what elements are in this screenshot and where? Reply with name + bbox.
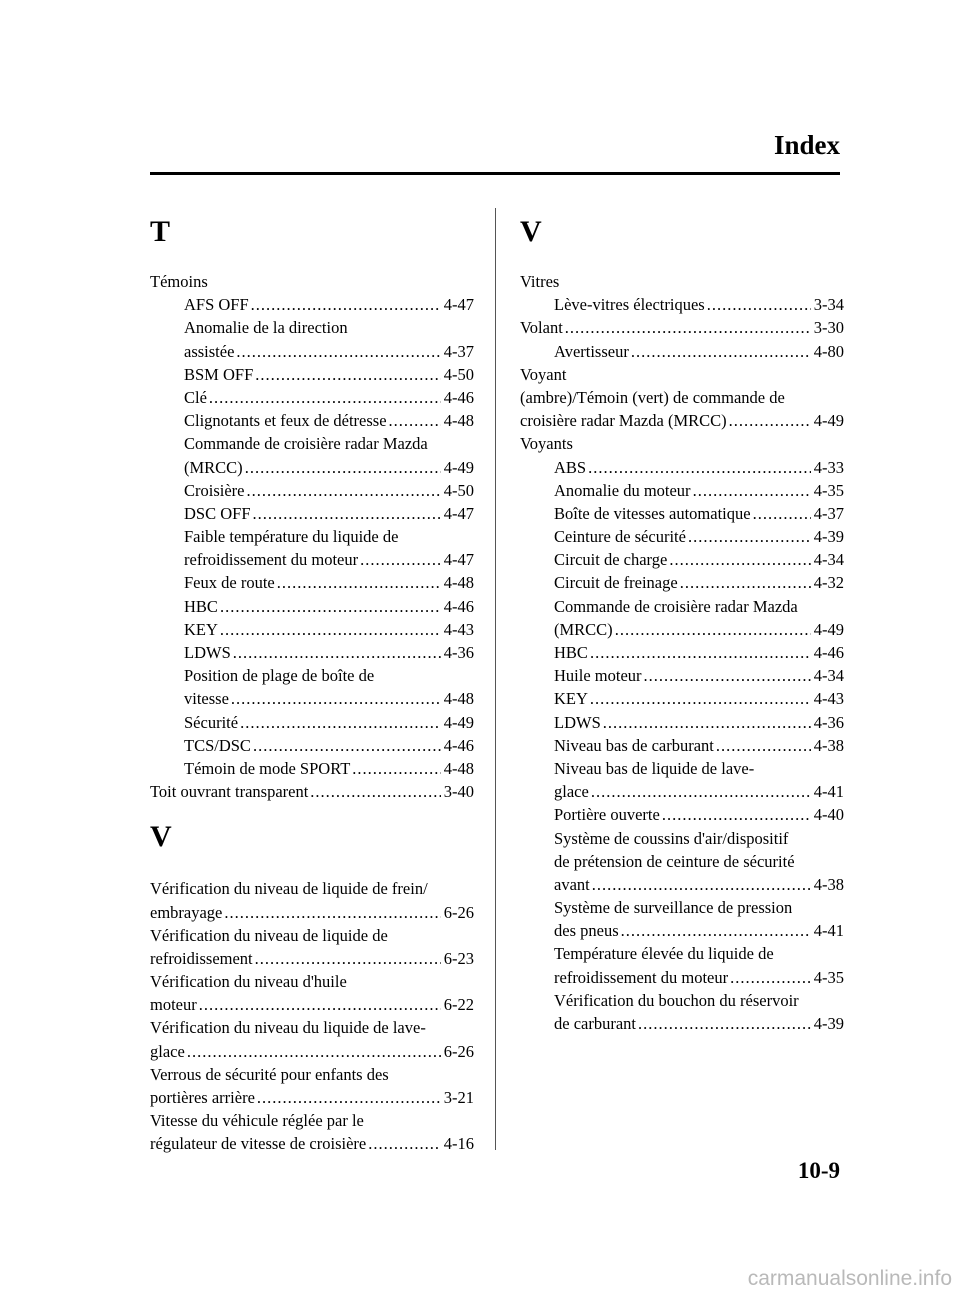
index-line: (ambre)/Témoin (vert) de commande de xyxy=(520,387,785,407)
index-entry: refroidissement du moteur ..... 4-47 xyxy=(150,548,474,571)
index-entry: (MRCC) ..... 4-49 xyxy=(150,456,474,479)
index-entry: assistée ..... 4-37 xyxy=(150,340,474,363)
index-entry: Volant ..... 3-30 xyxy=(520,316,844,339)
index-entry: moteur ..... 6-22 xyxy=(150,993,474,1016)
index-entry: Huile moteur ..... 4-34 xyxy=(520,664,844,687)
header-rule xyxy=(150,172,840,175)
page-header-title: Index xyxy=(773,130,840,160)
index-entry: régulateur de vitesse de croisière ..... 4-16 xyxy=(150,1132,474,1155)
index-entry: DSC OFF ..... 4-47 xyxy=(150,502,474,525)
index-entry: croisière radar Mazda (MRCC) ..... 4-49 xyxy=(520,409,844,432)
index-entry: Avertisseur ..... 4-80 xyxy=(520,340,844,363)
index-entry: Clé ..... 4-46 xyxy=(150,386,474,409)
index-entry: HBC ..... 4-46 xyxy=(150,595,474,618)
index-entry: BSM OFF ..... 4-50 xyxy=(150,363,474,386)
index-column-left xyxy=(150,212,474,1156)
section-letter-v: V xyxy=(520,215,542,248)
index-entry: vitesse ..... 4-48 xyxy=(150,687,474,710)
index-line: Système de coussins d'air/dispositif xyxy=(554,828,789,848)
section-letter-v: V xyxy=(150,820,172,854)
index-line: Commande de croisière radar Mazda xyxy=(554,596,798,616)
index-line: Niveau bas de liquide de lave- xyxy=(554,758,755,778)
index-entry: KEY ..... 4-43 xyxy=(520,687,844,710)
index-entry: Anomalie du moteur ..... 4-35 xyxy=(520,479,844,502)
index-line: Vitesse du véhicule réglée par le xyxy=(150,1111,364,1131)
index-entry: Portière ouverte ..... 4-40 xyxy=(520,803,844,826)
index-entry: ABS ..... 4-33 xyxy=(520,456,844,479)
index-entry: Niveau bas de carburant ..... 4-38 xyxy=(520,734,844,757)
index-entry: Lève-vitres électriques ..... 3-34 xyxy=(520,293,844,316)
index-entry: Feux de route ..... 4-48 xyxy=(150,571,474,594)
index-entry: portières arrière ..... 3-21 xyxy=(150,1086,474,1109)
index-entry: de carburant ..... 4-39 xyxy=(520,1012,844,1035)
index-line: Anomalie de la direction xyxy=(184,318,348,338)
index-entry: Ceinture de sécurité ..... 4-39 xyxy=(520,525,844,548)
index-line: de prétension de ceinture de sécurité xyxy=(554,851,795,871)
index-entry: Sécurité ..... 4-49 xyxy=(150,711,474,734)
index-heading: Voyants xyxy=(520,434,573,454)
index-entry: AFS OFF ..... 4-47 xyxy=(150,293,474,316)
index-entry: LDWS ..... 4-36 xyxy=(520,711,844,734)
index-line: Verrous de sécurité pour enfants des xyxy=(150,1064,389,1084)
page-number: 10-9 xyxy=(797,1158,840,1183)
index-entry: glace ..... 4-41 xyxy=(520,780,844,803)
index-entry: Circuit de charge ..... 4-34 xyxy=(520,548,844,571)
index-entry: embrayage ..... 6-26 xyxy=(150,901,474,924)
index-entry: TCS/DSC ..... 4-46 xyxy=(150,734,474,757)
index-entry: Témoin de mode SPORT ..... 4-48 xyxy=(150,757,474,780)
index-line: Commande de croisière radar Mazda xyxy=(184,434,428,454)
index-entry: Circuit de freinage ..... 4-32 xyxy=(520,571,844,594)
index-entry: HBC ..... 4-46 xyxy=(520,641,844,664)
section-letter-t: T xyxy=(150,215,171,248)
index-entry: des pneus ..... 4-41 xyxy=(520,919,844,942)
index-entry: KEY ..... 4-43 xyxy=(150,618,474,641)
index-heading: Voyant xyxy=(520,364,567,384)
index-heading: Vitres xyxy=(520,272,560,291)
index-heading: Témoins xyxy=(150,272,208,291)
index-line: Température élevée du liquide de xyxy=(554,944,774,964)
index-entry: Croisière ..... 4-50 xyxy=(150,479,474,502)
index-column-right xyxy=(520,212,844,1035)
index-entry: (MRCC) ..... 4-49 xyxy=(520,618,844,641)
index-line: Vérification du niveau de liquide de xyxy=(150,925,388,945)
index-entry: Clignotants et feux de détresse ..... 4-48 xyxy=(150,409,474,432)
index-line: Système de surveillance de pression xyxy=(554,898,793,918)
index-line: Faible température du liquide de xyxy=(184,527,399,547)
index-entry: refroidissement ..... 6-23 xyxy=(150,947,474,970)
index-line: Vérification du niveau d'huile xyxy=(150,972,347,992)
index-entry: LDWS ..... 4-36 xyxy=(150,641,474,664)
index-line: Vérification du niveau du liquide de lave- xyxy=(150,1018,426,1038)
index-line: Vérification du bouchon du réservoir xyxy=(554,990,799,1010)
index-entry: glace ..... 6-26 xyxy=(150,1040,474,1063)
index-entry: refroidissement du moteur ..... 4-35 xyxy=(520,966,844,989)
index-entry: Boîte de vitesses automatique ..... 4-37 xyxy=(520,502,844,525)
index-line: Vérification du niveau de liquide de frein/ xyxy=(150,879,428,899)
index-entry: avant ..... 4-38 xyxy=(520,873,844,896)
index-line: Position de plage de boîte de xyxy=(184,666,375,686)
index-entry: Toit ouvrant transparent ..... 3-40 xyxy=(150,780,474,803)
column-divider xyxy=(495,208,496,1150)
watermark: carmanualsonline.info xyxy=(747,1267,952,1290)
